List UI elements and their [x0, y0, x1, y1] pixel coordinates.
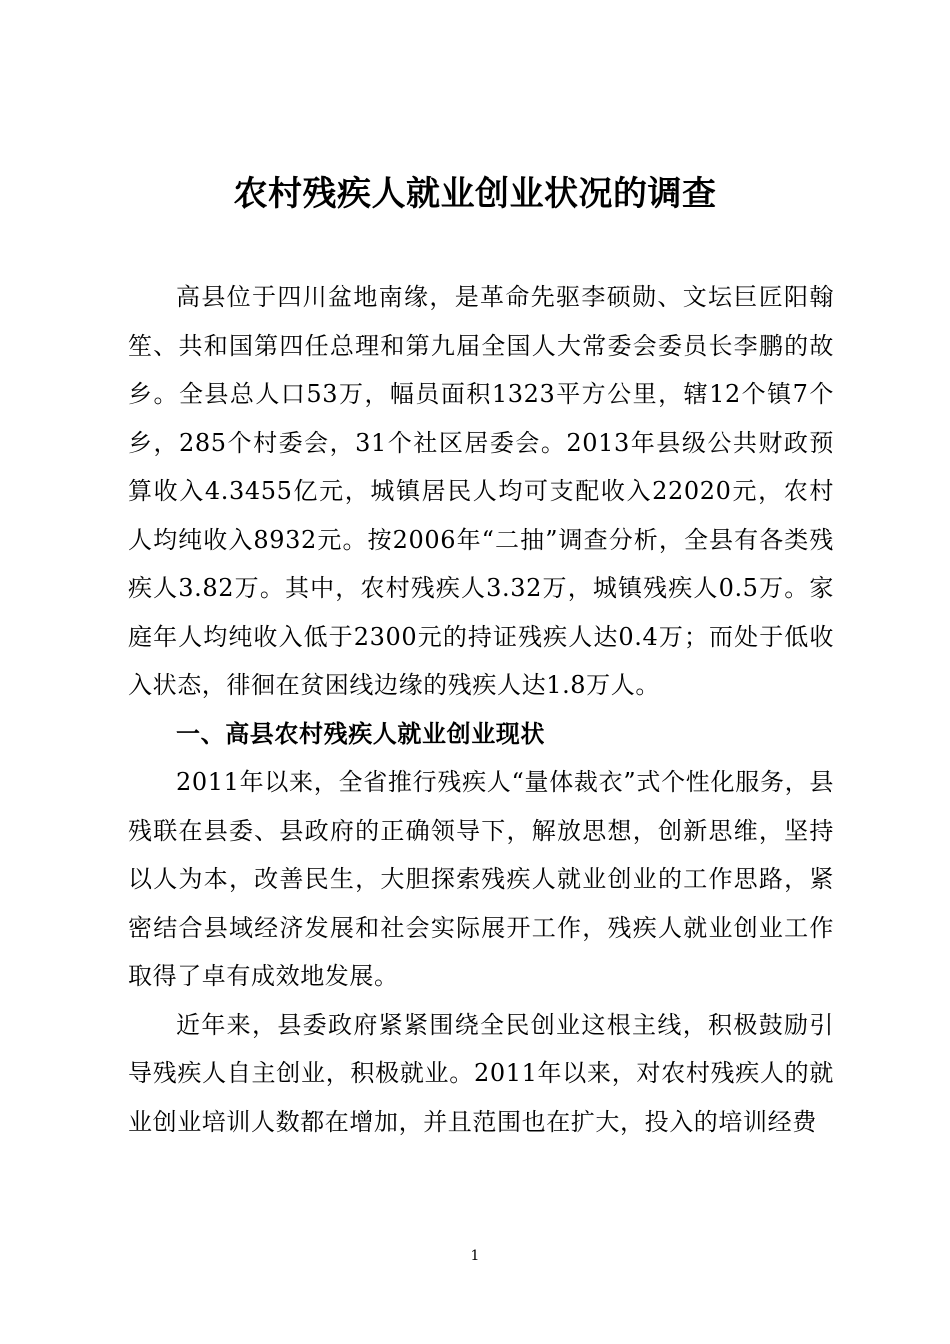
- document-title: 农村残疾人就业创业状况的调查: [233, 174, 717, 214]
- paragraph-recent: 近年来，县委政府紧紧围绕全民创业这根主线，积极鼓励引导残疾人自主创业，积极就业。2011年以来，对农村残疾人的就业创业培训人数都在增加，并且范围也在扩大，投入的培训经费: [128, 1010, 834, 1136]
- section-heading: 一、高县农村残疾人就业创业现状: [176, 718, 545, 748]
- paragraph-status: 2011年以来，全省推行残疾人“量体裁衣”式个性化服务，县残联在县委、县政府的正确领导下，解放思想，创新思维，坚持以人为本，改善民生，大胆探索残疾人就业创业的工作思路，紧密结合县域经济发展和社会实际展开工作，残疾人就业创业工作取得了卓有成效地发展。: [128, 768, 834, 990]
- page-number: 1: [470, 1248, 480, 1264]
- paragraph-intro: 高县位于四川盆地南缘，是革命先驱李硕勋、文坛巨匠阳翰笙、共和国第四任总理和第九届全国人大常委会委员长李鹏的故乡。全县总人口53万，幅员面积1323平方公里，辖12个镇7个乡，285个村委会，31个社区居委会。2013年县级公共财政预算收入4.3455亿元，城镇居民人均可支配收入22020元，农村人均纯收入8932元。按2006年“二抽”调查分析，全县有各类残疾人3.82万。其中，农村残疾人3.32万，城镇残疾人0.5万。家庭年人均纯收入低于2300元的持证残疾人达0.4万；而处于低收入状态，徘徊在贫困线边缘的残疾人达1.8万人。: [128, 283, 834, 699]
- document-body: [128, 273, 834, 1146]
